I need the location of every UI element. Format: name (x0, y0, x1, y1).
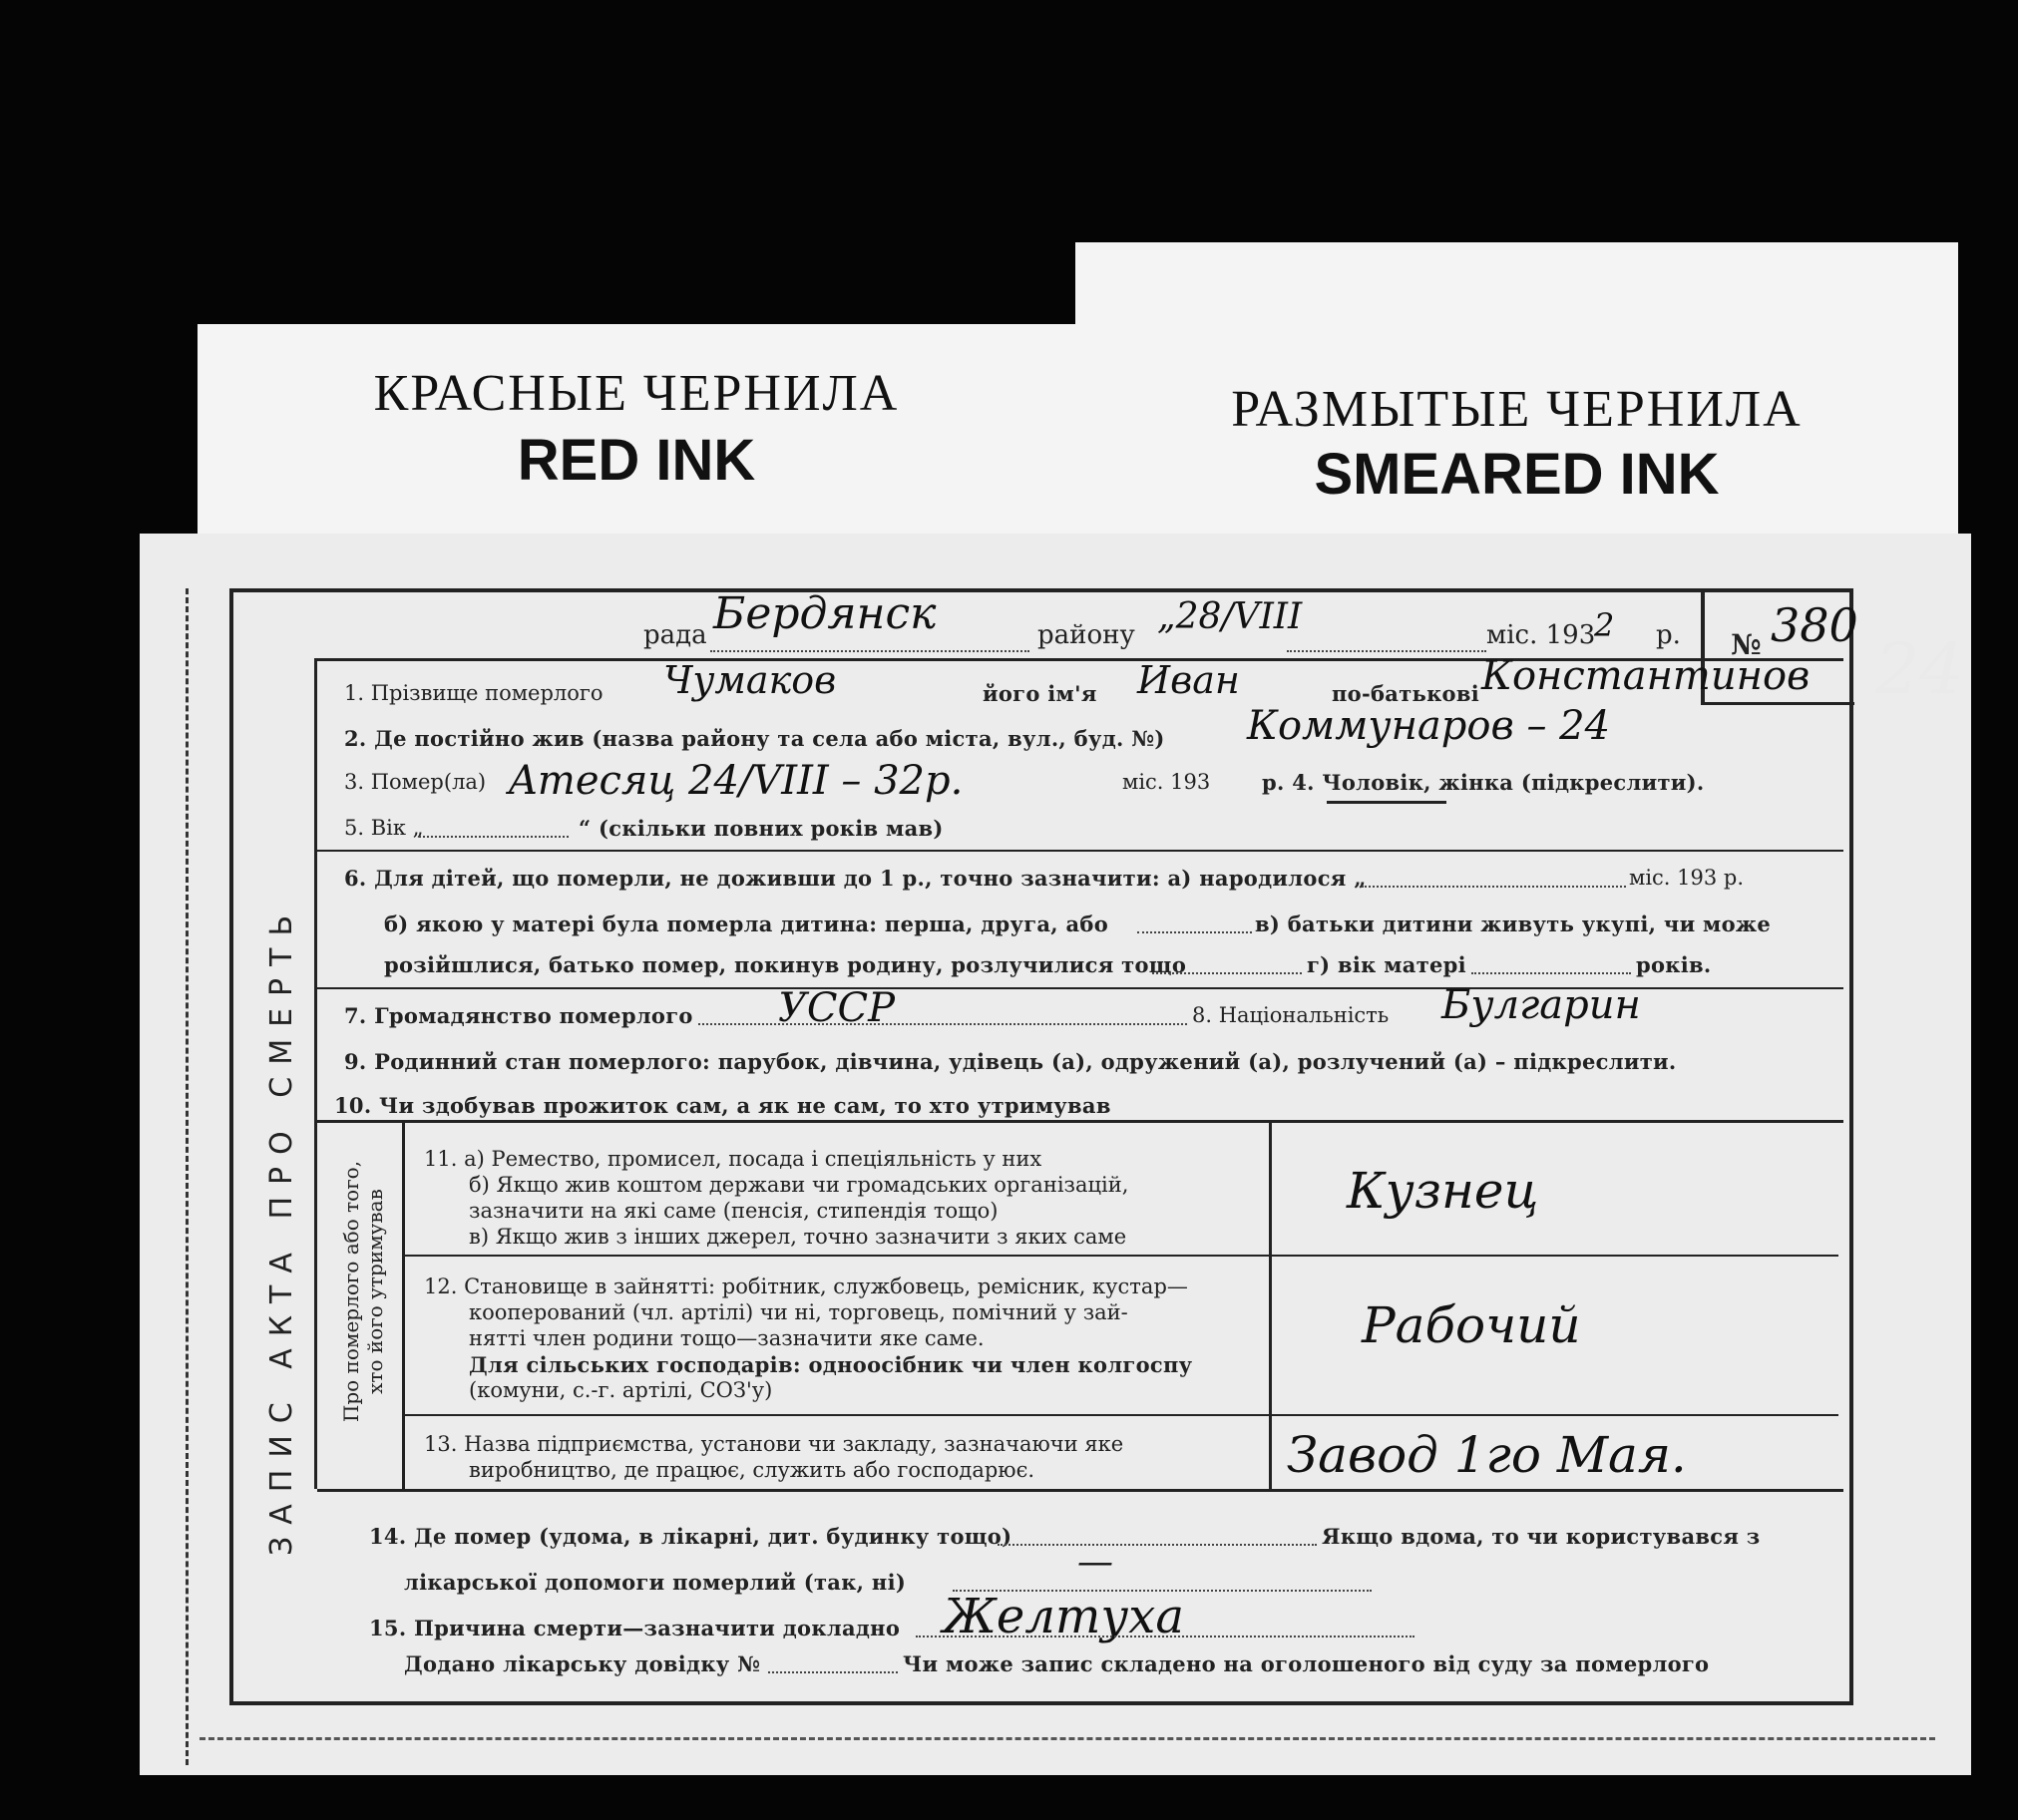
field-14-answer: — (1077, 1542, 1113, 1583)
field-3-date: Amесяц 24/VIII – 32р. (509, 758, 964, 804)
red-ink-label-card (198, 324, 1075, 539)
side-note-line2: хто його утримував (363, 1189, 387, 1394)
field-11-line3: зазначити на які саме (пенсія, стипендія тощо) (469, 1199, 999, 1223)
field-15-cause: Желтуха (943, 1589, 1184, 1644)
field-11-line4: в) Якщо жив з інших джерел, точно зазначити з яких саме (469, 1225, 1127, 1249)
header-rada-handwritten: Бердянск (713, 588, 937, 639)
field-6-line1-end: міс. 193 р. (1629, 866, 1745, 890)
field-6-line2-b: в) батьки дитини живуть укупі, чи може (1255, 911, 1772, 936)
field-1-patronymic: Константинов (1481, 653, 1811, 699)
field-15-label: 15. Причина смерти—зазначити докладно (369, 1616, 901, 1640)
field-6-line2: б) якою у матері була померла дитина: перша, друга, або (384, 911, 1109, 936)
occupation-col-divider (1269, 1122, 1272, 1491)
header-rada-label: рада (643, 620, 707, 650)
bottom-perforation (200, 1737, 1935, 1740)
field-12-status: Рабочий (1362, 1296, 1581, 1354)
field-6-line2-blank (1137, 931, 1252, 933)
field-6-line1-blank (1362, 886, 1626, 888)
field-16-end: Чи може запис складено на оголошеного від суду за померлого (903, 1651, 1710, 1676)
field-5-label: 5. Вік „ (344, 816, 424, 840)
perforation-line (186, 588, 189, 1765)
field-16-line (768, 1671, 898, 1673)
record-number-handwritten: 380 (1771, 598, 1858, 652)
field-6-line3-blank2 (1471, 972, 1631, 974)
field-11-occupation: Кузнец (1347, 1162, 1539, 1220)
red-ink-label-ru: КРАСНЫЕ ЧЕРНИЛА (373, 365, 900, 422)
field-12-line1: 12. Становище в зайнятті: робітник, службовець, ремісник, кустар— (424, 1274, 1188, 1298)
smeared-ink-label-en: SMEARED INK (1314, 442, 1720, 507)
field-12-line2: кооперований (чл. артілі) чи ні, торговець, помічний у зай- (469, 1300, 1128, 1324)
field-2-label: 2. Де постійно жив (назва району та села або міста, вул., буд. №) (344, 726, 1165, 751)
field-3-label: 3. Помер(ла) (344, 770, 487, 794)
field-1-patronymic-label: по-батькові (1332, 681, 1480, 706)
field-6-line3-blank (1152, 972, 1302, 974)
header-date-handwritten: „28/VIII (1157, 596, 1303, 637)
header-rada-line (710, 650, 1029, 652)
field-13-line1: 13. Назва підприємства, установи чи закладу, зазначаючи яке (424, 1432, 1124, 1456)
field-16-label: Додано лікарську довідку № (404, 1651, 761, 1676)
field-1-surname: Чумаков (663, 658, 837, 702)
record-number-label: № (1731, 628, 1762, 661)
header-year-handwritten: 2 (1594, 606, 1615, 644)
field-1-label: 1. Прізвище померлого (344, 681, 604, 705)
field-11-line2: б) Якщо жив коштом держави чи громадських організацій, (469, 1173, 1129, 1197)
field-7-label: 7. Громадянство померлого (344, 1003, 693, 1028)
field-8-nationality: Булгарин (1441, 982, 1641, 1028)
side-note (339, 1127, 387, 1456)
field-2-address: Коммунаров – 24 (1247, 703, 1611, 749)
field-5-rest: “ (скільки повних років мав) (579, 816, 944, 841)
divider-12-13 (402, 1414, 1838, 1416)
field-6-line3: розійшлися, батько помер, покинув родину, розлучилися тощо (384, 952, 1187, 977)
field-6-line3-end: років. (1636, 952, 1712, 977)
field-8-label: 8. Національність (1192, 1003, 1390, 1027)
header-date-line (1287, 650, 1486, 652)
field-13-line2: виробництво, де працює, служить або господарює. (469, 1458, 1035, 1482)
field-7-citizenship: УССР (778, 985, 896, 1031)
field-6-line1: 6. Для дітей, що померли, не доживши до 1 р., точно зазначити: а) народилося „ (344, 866, 1367, 891)
divider-1 (317, 850, 1843, 852)
field-14-line2: лікарської допомоги померлий (так, ні) (404, 1570, 907, 1595)
divider-11-12 (402, 1255, 1838, 1257)
field-4-underline (1327, 801, 1446, 804)
field-15-line (916, 1636, 1414, 1638)
margin-note: 24 (1875, 628, 1965, 710)
header-year-r: р. (1656, 620, 1681, 650)
field-7-line (698, 1023, 1187, 1025)
field-11-line1: 11. а) Ремество, промисел, посада і спеціяльність у них (424, 1147, 1042, 1171)
field-13-workplace: Завод 1го Мая. (1287, 1426, 1687, 1484)
field-12-line4: Для сільських господарів: одноосібник чи член колгоспу (469, 1352, 1193, 1377)
side-note-line1: Про померлого або того, (339, 1160, 363, 1423)
field-14-line (998, 1544, 1317, 1546)
field-5-line (419, 836, 569, 838)
field-1-name: Иван (1137, 658, 1240, 702)
field-9-label: 9. Родинний стан померлого: парубок, дівчина, удівець (а), одружений (а), розлучений (а) – підкреслити. (344, 1049, 1677, 1074)
header-raion-label: району (1037, 620, 1135, 650)
field-14-label: 14. Де помер (удома, в лікарні, дит. будинку тощо) (369, 1524, 1012, 1549)
field-1-name-label: його ім'я (983, 681, 1097, 706)
field-14-end: Якщо вдома, то чи користувався з (1322, 1524, 1761, 1549)
field-3-month: міс. 193 (1122, 770, 1211, 794)
side-title: ЗАПИС АКТА ПРО СМЕРТЬ (264, 903, 299, 1556)
field-12-line3: нятті член родини тощо—зазначити яке саме. (469, 1326, 985, 1350)
field-3-4-sex: р. 4. Чоловік, жінка (підкреслити). (1262, 770, 1705, 795)
red-ink-label-en: RED INK (517, 428, 756, 493)
divider-4 (317, 1489, 1843, 1492)
smeared-ink-label-ru: РАЗМЫТЫЕ ЧЕРНИЛА (1231, 381, 1803, 438)
field-12-line5: (комуни, с.-г. артілі, СОЗ'у) (469, 1378, 773, 1402)
header-month-label: міс. 193 (1486, 620, 1596, 650)
field-6-line3-b: г) вік матері (1307, 952, 1466, 977)
smeared-ink-label-card (1075, 242, 1958, 539)
field-10-label: 10. Чи здобував прожиток сам, а як не сам, то хто утримував (334, 1093, 1111, 1118)
